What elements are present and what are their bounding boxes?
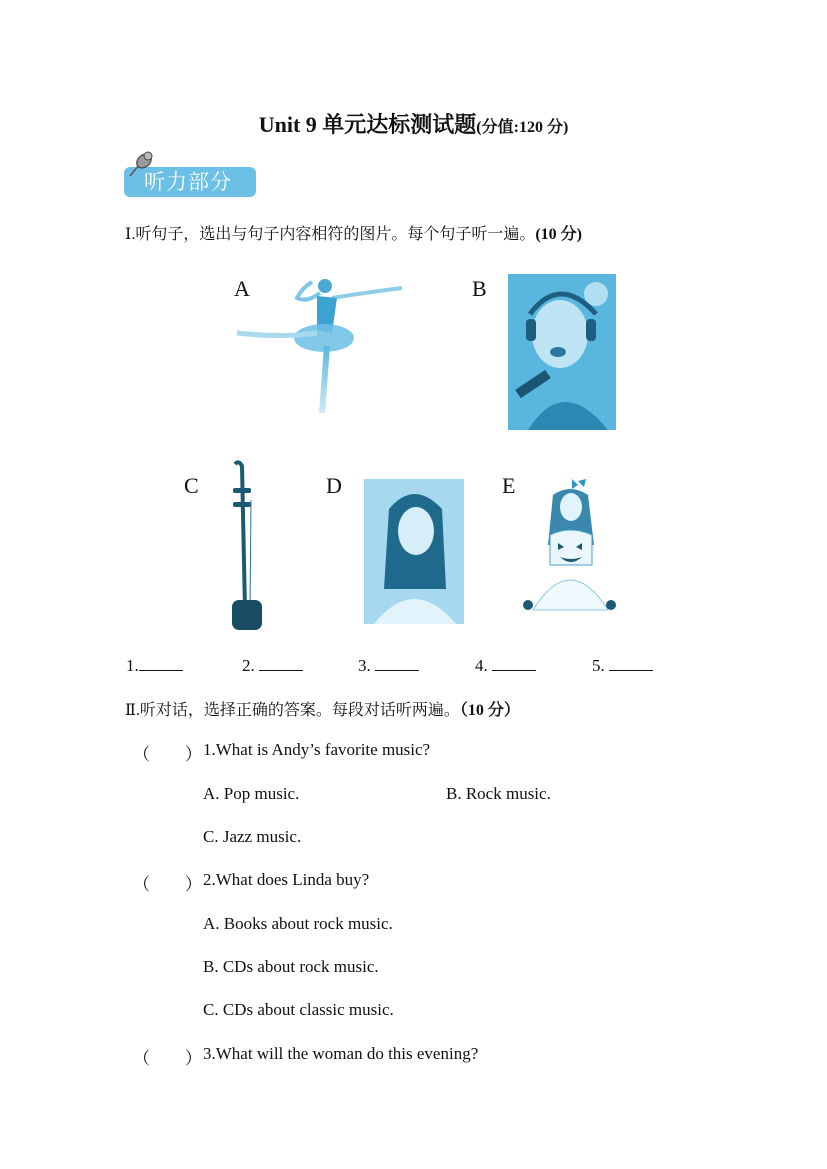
answer-blank-3[interactable]: [358, 656, 419, 676]
part2-heading-text: Ⅱ.听对话，选择正确的答案。每段对话听两遍。: [125, 702, 460, 719]
q1-option-c: C. Jazz music.: [203, 827, 302, 846]
q2-option-b: B. CDs about rock music.: [203, 957, 379, 976]
q3-text: 3.What will the woman do this evening?: [203, 1044, 479, 1063]
picture-e-woman-pumpkin-dress: [518, 475, 620, 625]
blank-line: [609, 656, 653, 671]
blank-line: [259, 656, 303, 671]
q2-option-c: C. CDs about classic music.: [203, 1000, 394, 1019]
answer-1-label: 1.: [126, 656, 139, 675]
blank-line: [375, 656, 419, 671]
q3-answer-slot[interactable]: [140, 1044, 188, 1064]
q1-text: 1.What is Andy’s favorite music?: [203, 740, 431, 759]
picture-label-c: C: [184, 473, 199, 498]
q3-bracket-open: （: [133, 1049, 150, 1068]
part2-heading: [125, 697, 520, 720]
picture-label-e: E: [502, 473, 516, 498]
blank-line: [492, 656, 536, 671]
title-main: Unit 9 单元达标测试题: [258, 112, 477, 137]
q1-answer-slot[interactable]: [140, 740, 188, 760]
part1-heading-text: Ⅰ.听句子，选出与句子内容相符的图片。每个句子听一遍。: [125, 226, 536, 243]
answer-2-label: 2.: [242, 656, 255, 675]
q2-bracket-open: （: [133, 875, 150, 894]
part1-heading: [125, 221, 582, 244]
q1-bracket-close: ）: [185, 745, 202, 764]
picture-label-a: A: [234, 276, 250, 301]
title-score: (分值:120 分): [476, 119, 569, 136]
q1-bracket-open: （: [133, 745, 150, 764]
picture-a-ballet-dancer: [232, 268, 412, 428]
q2-answer-slot[interactable]: [140, 870, 188, 890]
part2-points: （10 分）: [459, 702, 520, 719]
q1-option-a: A. Pop music.: [203, 784, 300, 803]
q2-bracket-close: ）: [185, 875, 202, 894]
answer-5-label: 5.: [592, 656, 605, 675]
q2-option-a: A. Books about rock music.: [203, 914, 393, 933]
page-title: [0, 108, 827, 139]
badge-label: 听力部分: [144, 170, 232, 194]
q2-text: 2.What does Linda buy?: [203, 870, 370, 889]
answer-4-label: 4.: [475, 656, 488, 675]
picture-c-erhu: [225, 460, 270, 635]
pushpin-icon: [126, 150, 156, 178]
q1-option-b: B. Rock music.: [446, 784, 551, 803]
picture-label-d: D: [326, 473, 342, 498]
part1-points: (10 分): [535, 226, 582, 243]
q3-bracket-close: ）: [185, 1049, 202, 1068]
answer-blank-1[interactable]: [126, 656, 183, 676]
picture-d-woman-portrait: [364, 479, 464, 624]
answer-3-label: 3.: [358, 656, 371, 675]
blank-line: [139, 656, 183, 671]
answer-blank-2[interactable]: [242, 656, 303, 676]
answer-blank-4[interactable]: [475, 656, 536, 676]
answer-blank-5[interactable]: [592, 656, 653, 676]
picture-label-b: B: [472, 276, 487, 301]
picture-b-singer: [508, 274, 616, 430]
